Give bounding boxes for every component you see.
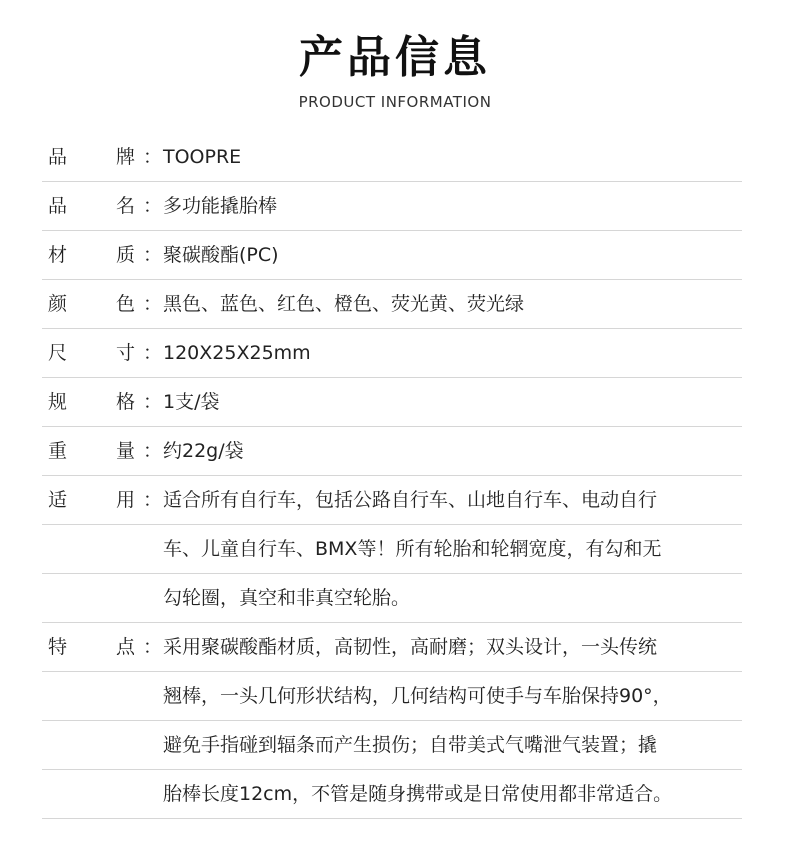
spec-colon: ： [143, 636, 163, 658]
spec-label-first-char: 规 [48, 391, 68, 413]
spec-label-first-char: 尺 [48, 342, 68, 364]
spec-value-line: 约22g/袋 [163, 440, 244, 462]
spec-row-color [42, 280, 742, 329]
spec-colon: ： [143, 489, 163, 511]
spec-row-applicable [42, 476, 742, 623]
spec-label-first-char: 适 [48, 489, 68, 511]
spec-label-second-char: 寸 [116, 342, 136, 364]
spec-label-second-char: 色 [116, 293, 136, 315]
spec-label-second-char: 用 [116, 489, 136, 511]
spec-label-second-char: 点 [116, 636, 136, 658]
spec-value-line: 车、儿童自行车、BMX等！所有轮胎和轮辋宽度，有勾和无 [42, 525, 742, 574]
spec-value [163, 623, 742, 818]
spec-value [163, 280, 742, 328]
spec-value-line: 勾轮圈，真空和非真空轮胎。 [163, 587, 411, 609]
spec-value [163, 133, 742, 181]
spec-value [163, 231, 742, 279]
spec-value-line: 120X25X25mm [163, 342, 311, 364]
spec-colon: ： [143, 391, 163, 413]
spec-label-second-char: 格 [116, 391, 136, 413]
spec-value-line: 1支/袋 [163, 391, 220, 413]
spec-value-line: 聚碳酸酯(PC) [163, 244, 279, 266]
spec-value [163, 329, 742, 377]
spec-label-first-char: 品 [48, 146, 68, 168]
spec-label-first-char: 颜 [48, 293, 68, 315]
spec-colon: ： [143, 244, 163, 266]
spec-row-spec [42, 378, 742, 427]
spec-row-material [42, 231, 742, 280]
spec-value-line: 采用聚碳酸酯材质，高韧性，高耐磨；双头设计，一头传统 [42, 623, 742, 672]
spec-row-features [42, 623, 742, 819]
spec-colon: ： [143, 146, 163, 168]
spec-table [42, 133, 742, 819]
spec-value-line: 胎棒长度12cm，不管是随身携带或是日常使用都非常适合。 [163, 783, 673, 805]
spec-row-name [42, 182, 742, 231]
spec-value [163, 182, 742, 230]
spec-label-first-char: 重 [48, 440, 68, 462]
spec-value-line: 翘棒，一头几何形状结构，几何结构可使手与车胎保持90°， [42, 672, 742, 721]
spec-colon: ： [143, 293, 163, 315]
spec-value [163, 378, 742, 426]
spec-value [163, 476, 742, 622]
spec-label-first-char: 品 [48, 195, 68, 217]
spec-label-second-char: 质 [116, 244, 136, 266]
page-subtitle: PRODUCT INFORMATION [298, 93, 492, 111]
spec-label-second-char: 量 [116, 440, 136, 462]
spec-label-first-char: 特 [48, 636, 68, 658]
spec-value-line: 避免手指碰到辐条而产生损伤；自带美式气嘴泄气装置；撬 [42, 721, 742, 770]
spec-colon: ： [143, 342, 163, 364]
spec-colon: ： [143, 440, 163, 462]
spec-value-line: 黑色、蓝色、红色、橙色、荧光黄、荧光绿 [163, 293, 525, 315]
spec-value-line: 多功能撬胎棒 [163, 195, 278, 217]
spec-value-line: TOOPRE [163, 146, 242, 168]
page-title: 产品信息 [299, 32, 491, 83]
spec-label-second-char: 牌 [116, 146, 136, 168]
spec-row-brand [42, 133, 742, 182]
spec-label-second-char: 名 [116, 195, 136, 217]
spec-value-line: 适合所有自行车，包括公路自行车、山地自行车、电动自行 [42, 476, 742, 525]
spec-colon: ： [143, 195, 163, 217]
page-header [0, 28, 790, 112]
spec-row-weight [42, 427, 742, 476]
spec-value [163, 427, 742, 475]
spec-row-size [42, 329, 742, 378]
spec-label-first-char: 材 [48, 244, 68, 266]
